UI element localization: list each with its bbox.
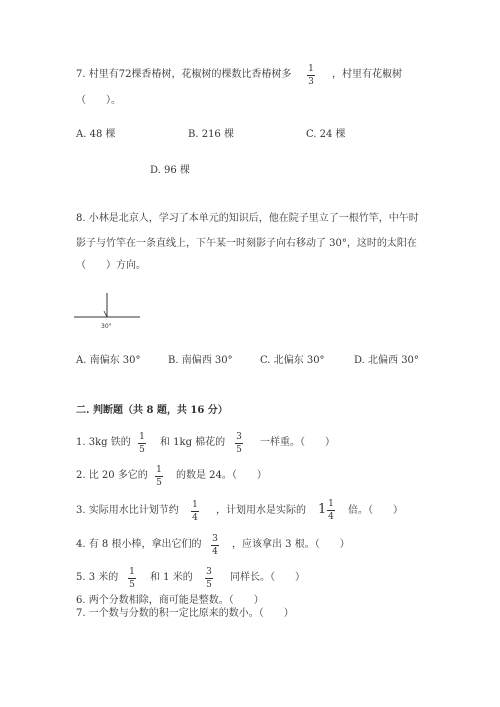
q8-option-b[interactable]: B. 南偏西 30° [168,355,233,366]
j1-text-b: 和 1kg 棉花的 [160,437,226,448]
fraction-numerator: 1 [328,499,334,509]
q8-line-1: 8. 小林是北京人，学习了本单元的知识后，他在院子里立了一根竹竿，中午时 [76,213,419,224]
q7-option-b[interactable]: B. 216 棵 [188,129,234,140]
j5-text-a: 5. 3 米的 [76,572,119,583]
j4-text-a: 4. 有 8 根小棒，拿出它们的 [76,539,202,550]
fraction-bar [235,443,243,444]
fraction-denominator: 5 [236,445,242,455]
j5-text-b: 和 1 米的 [150,572,193,583]
fraction-numerator: 3 [206,567,212,577]
j1-text-a: 1. 3kg 铁的 [76,437,131,448]
fraction-denominator: 3 [308,77,314,87]
fraction-bar [138,443,146,444]
q7-blank: （ ）。 [76,95,121,106]
j5-text-c: 同样长。（ ） [230,572,305,583]
fraction-bar [155,476,163,477]
angle-label: 30° [101,323,112,330]
section-title: 二. 判断题（共 8 题，共 16 分） [76,405,228,416]
fraction-denominator: 5 [206,580,212,590]
fraction-denominator: 5 [139,445,145,455]
j4-text-b: ，应该拿出 3 根。（ ） [232,539,350,550]
q7-option-c[interactable]: C. 24 棵 [306,129,346,140]
q7-fraction [305,64,317,87]
fraction-numerator: 3 [236,432,242,442]
j2-text-b: 的数是 24。（ ） [176,470,267,481]
j4-fraction-1 [209,534,221,557]
fraction-numerator: 1 [156,465,162,475]
fraction-denominator: 4 [212,547,218,557]
fraction-bar [205,578,213,579]
q8-option-c[interactable]: C. 北偏东 30° [260,355,325,366]
j3-text-c: 倍。（ ） [348,505,403,516]
q8-line-2: 影子与竹竿在一条直线上，下午某一时刻影子向右移动了 30°，这时的太阳在 [76,238,417,249]
fraction-numerator: 3 [212,534,218,544]
j1-fraction-1 [136,432,148,455]
fraction-bar [211,545,219,546]
j3-text-a: 3. 实际用水比计划节约 [76,505,179,516]
q7-text-after: ，村里有花椒树 [332,69,402,80]
fraction-bar [128,578,136,579]
fraction-numerator: 1 [308,64,314,74]
j6-text: 6. 两个分数相除，商可能是整数。（ ） [76,595,264,606]
fraction-numerator: 1 [139,432,145,442]
j3-fraction-2 [325,499,337,522]
fraction-denominator: 4 [328,512,334,522]
q8-line-3: （ ）方向。 [76,260,146,271]
q7-option-a[interactable]: A. 48 棵 [76,129,116,140]
j5-fraction-1 [126,567,138,590]
shadow-diagram [74,290,144,335]
j1-fraction-2 [233,432,245,455]
fraction-bar [307,75,315,76]
j2-fraction-1 [153,465,165,488]
q7-text: 7. 村里有72棵香椿树，花椒树的棵数比香椿树多 [76,69,292,80]
j3-fraction-1 [189,500,201,523]
q8-option-d[interactable]: D. 北偏西 30° [354,355,419,366]
fraction-denominator: 5 [156,478,162,488]
j7-text: 7. 一个数与分数的积一定比原来的数小。（ ） [76,608,294,619]
j3-mixed-whole: 1 [318,502,327,517]
fraction-denominator: 4 [192,513,198,523]
q7-option-d[interactable]: D. 96 棵 [150,165,190,176]
j2-text-a: 2. 比 20 多它的 [76,470,148,481]
fraction-bar [327,510,335,511]
fraction-bar [191,511,199,512]
j3-text-b: ，计划用水是实际的 [216,505,306,516]
fraction-denominator: 5 [129,580,135,590]
q8-option-a[interactable]: A. 南偏东 30° [76,355,141,366]
fraction-numerator: 1 [192,500,198,510]
j1-text-c: 一样重。（ ） [260,437,335,448]
fraction-numerator: 1 [129,567,135,577]
j5-fraction-2 [203,567,215,590]
